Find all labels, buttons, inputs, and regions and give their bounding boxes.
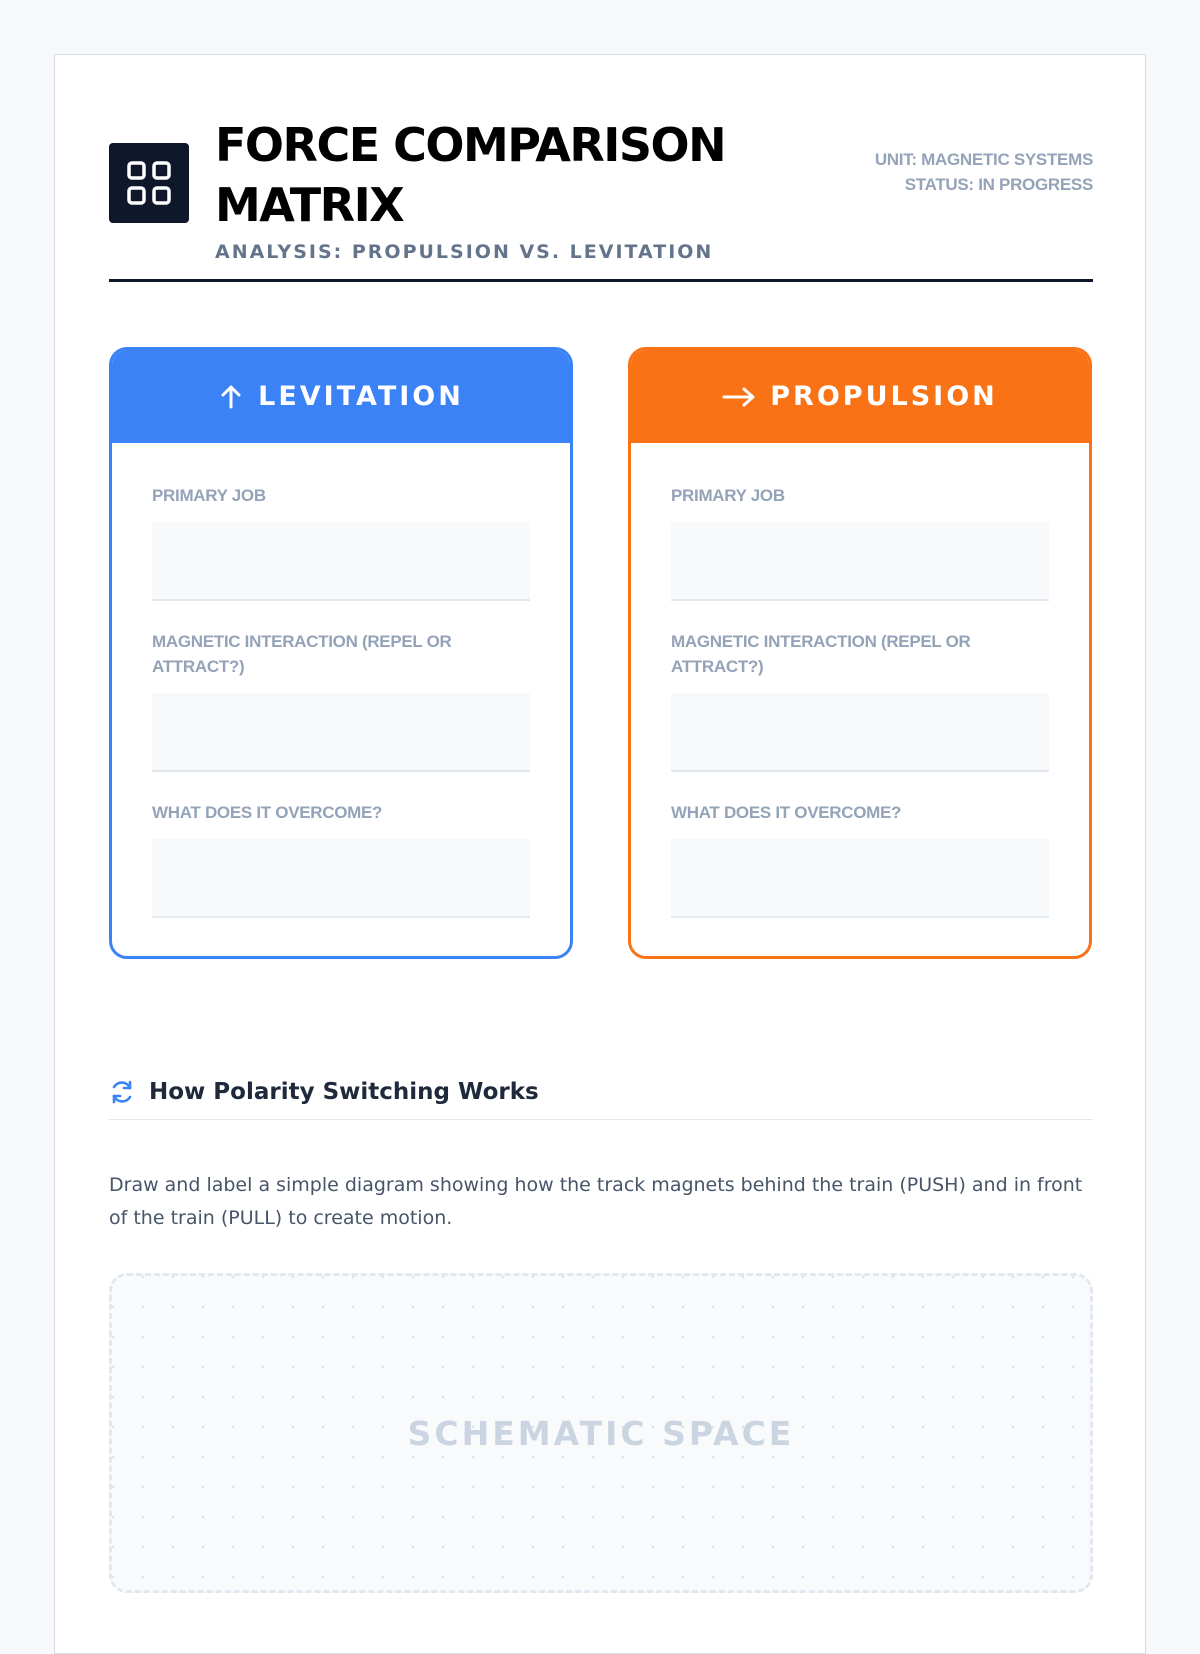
unit-label: UNIT: MAGNETIC SYSTEMS	[874, 150, 1093, 169]
levitation-field-overcome	[152, 800, 530, 918]
arrow-up-icon	[218, 384, 244, 410]
field-label: WHAT DOES IT OVERCOME?	[671, 803, 902, 822]
answer-box[interactable]	[152, 693, 530, 772]
title-block	[215, 115, 815, 263]
propulsion-field-primary-job	[671, 483, 1049, 601]
logo	[109, 143, 189, 223]
levitation-card-body	[112, 443, 570, 918]
propulsion-card-body	[631, 443, 1089, 918]
status-label: STATUS: IN PROGRESS	[904, 175, 1093, 194]
levitation-card	[109, 347, 573, 959]
field-label: WHAT DOES IT OVERCOME?	[152, 803, 383, 822]
section-title: How Polarity Switching Works	[149, 1079, 539, 1105]
answer-box[interactable]	[152, 839, 530, 918]
field-label: MAGNETIC INTERACTION (REPEL OR ATTRACT?)	[152, 632, 452, 676]
answer-box[interactable]	[671, 693, 1049, 772]
levitation-card-header	[112, 350, 570, 443]
refresh-icon	[109, 1079, 135, 1105]
field-label: PRIMARY JOB	[671, 486, 785, 505]
propulsion-card-title: PROPULSION	[770, 381, 998, 412]
propulsion-card	[628, 347, 1092, 959]
answer-box[interactable]	[671, 522, 1049, 601]
answer-box[interactable]	[152, 522, 530, 601]
levitation-field-primary-job	[152, 483, 530, 601]
worksheet-page	[54, 54, 1146, 1654]
propulsion-field-interaction	[671, 629, 1049, 772]
answer-box[interactable]	[671, 839, 1049, 918]
levitation-card-title: LEVITATION	[258, 381, 464, 412]
schematic-drawing-area[interactable]	[109, 1273, 1093, 1593]
header-meta	[873, 147, 1093, 197]
field-label: PRIMARY JOB	[152, 486, 266, 505]
section-header	[109, 1077, 1093, 1120]
schematic-label: SCHEMATIC SPACE	[407, 1413, 795, 1453]
propulsion-field-overcome	[671, 800, 1049, 918]
section-description: Draw and label a simple diagram showing how the track magnets behind the train (PUSH) and in front of the train (PULL) to create motion.	[109, 1174, 1083, 1229]
arrow-right-icon	[722, 384, 756, 410]
propulsion-card-header	[631, 350, 1089, 443]
header-divider	[109, 279, 1093, 282]
field-label: MAGNETIC INTERACTION (REPEL OR ATTRACT?)	[671, 632, 971, 676]
page-header	[109, 115, 1093, 285]
page-title: FORCE COMPARISON MATRIX	[215, 118, 726, 232]
page-subtitle: ANALYSIS: PROPULSION VS. LEVITATION	[215, 241, 714, 263]
grid-icon	[126, 160, 172, 206]
levitation-field-interaction	[152, 629, 530, 772]
